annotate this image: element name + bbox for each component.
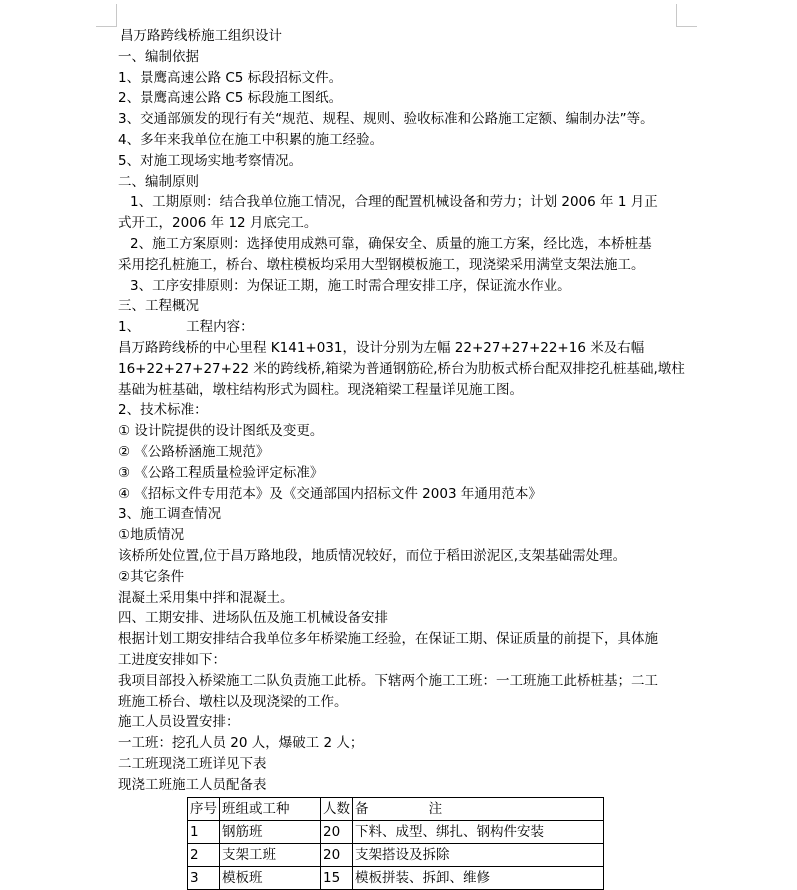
table-cell: 2 (188, 844, 220, 867)
table-row (188, 867, 604, 890)
list-item: ② 《公路桥涵施工规范》 (118, 443, 270, 460)
table-cell: 下料、成型、绑扎、钢构件安装 (353, 821, 604, 844)
paragraph: 2、景鹰高速公路 C5 标段施工图纸。 (118, 90, 343, 107)
paragraph: 5、对施工现场实地考察情况。 (118, 152, 303, 169)
paragraph: 16+22+27+27+22 米的跨线桥,箱梁为普通钢筋砼,桥台为肋板式桥台配双排挖孔桩基础,墩柱 (118, 360, 685, 377)
paragraph: 4、多年来我单位在施工中积累的施工经验。 (118, 131, 384, 148)
subsection-heading (118, 317, 678, 338)
section-heading: 一、编制依据 (118, 48, 199, 65)
subsection-title: 工程内容： (186, 319, 254, 336)
paragraph: 3、交通部颁发的现行有关“规范、规程、规则、验收标准和公路施工定额、编制办法”等。 (118, 111, 654, 128)
paragraph: 根据计划工期安排结合我单位多年桥梁施工经验，在保证工期、保证质量的前提下，具体施 (118, 631, 658, 648)
paragraph: 1、景鹰高速公路 C5 标段招标文件。 (118, 69, 343, 86)
paragraph: 式开工，2006 年 12 月底完工。 (118, 215, 318, 232)
paragraph: 昌万路跨线桥的中心里程 K141+031，设计分别为左幅 22+27+27+22+16 米及右幅 (118, 339, 645, 356)
paragraph: 混凝土采用集中拌和混凝土。 (118, 589, 294, 606)
list-item: ②其它条件 (118, 568, 185, 585)
table-caption: 现浇工班施工人员配备表 (118, 776, 267, 793)
subsection-heading: 3、施工调查情况 (118, 506, 222, 523)
subsection-number: 1、 (118, 319, 141, 336)
table-header-row (188, 798, 604, 821)
table-cell: 20 (321, 844, 353, 867)
paragraph: 2、施工方案原则：选择使用成熟可靠，确保安全、质量的施工方案，经比选，本桥桩基 (130, 235, 652, 252)
table-cell: 20 (321, 821, 353, 844)
section-heading: 四、工期安排、进场队伍及施工机械设备安排 (118, 610, 388, 627)
paragraph: 班施工桥台、墩柱以及现浇梁的工作。 (118, 693, 348, 710)
paragraph: 采用挖孔桩施工，桥台、墩柱模板均采用大型钢模板施工，现浇梁采用满堂支架法施工。 (118, 256, 645, 273)
paragraph: 基础为桩基础，墩柱结构形式为圆柱。现浇箱梁工程量详见施工图。 (118, 381, 523, 398)
table-cell: 支架搭设及拆除 (353, 844, 604, 867)
table-cell: 模板拼装、拆卸、维修 (353, 867, 604, 890)
document-body (118, 26, 685, 795)
staffing-table (187, 797, 604, 890)
table-cell: 1 (188, 821, 220, 844)
document-title: 昌万路跨线桥施工组织设计 (120, 28, 282, 44)
paragraph: 一工班：挖孔人员 20 人，爆破工 2 人； (118, 735, 364, 752)
section-heading: 二、编制原则 (118, 173, 199, 190)
table-header-cell: 人数 (321, 798, 353, 821)
table-header-cell: 备 注 (353, 798, 604, 821)
paragraph: 工进度安排如下： (118, 651, 226, 668)
paragraph: 施工人员设置安排： (118, 714, 240, 731)
table-header-cell: 序号 (188, 798, 220, 821)
paragraph: 1、工期原则：结合我单位施工情况，合理的配置机械设备和劳力；计划 2006 年 1 月正 (130, 194, 658, 211)
list-item: ① 设计院提供的设计图纸及变更。 (118, 423, 324, 440)
table-row (188, 821, 604, 844)
list-item: ③ 《公路工程质量检验评定标准》 (118, 464, 324, 481)
table-cell: 钢筋班 (220, 821, 321, 844)
table-row (188, 844, 604, 867)
subsection-heading: 2、技术标准： (118, 402, 208, 419)
paragraph: 二工班现浇工班详见下表 (118, 755, 267, 772)
list-item: ④ 《招标文件专用范本》及《交通部国内招标文件 2003 年通用范本》 (118, 485, 542, 502)
table-header-cell: 班组或工种 (220, 798, 321, 821)
table-cell: 15 (321, 867, 353, 890)
crop-mark-left (96, 4, 117, 27)
paragraph: 该桥所处位置,位于昌万路地段，地质情况较好，而位于稻田淤泥区,支架基础需处理。 (118, 547, 627, 564)
paragraph: 3、工序安排原则：为保证工期，施工时需合理安排工序，保证流水作业。 (130, 277, 571, 294)
crop-mark-right (676, 4, 697, 27)
paragraph: 我项目部投入桥梁施工二队负责施工此桥。下辖两个施工工班：一工班施工此桥桩基；二工 (118, 672, 658, 689)
table-cell: 3 (188, 867, 220, 890)
table-cell: 模板班 (220, 867, 321, 890)
section-heading: 三、工程概况 (118, 298, 199, 315)
list-item: ①地质情况 (118, 527, 185, 544)
table-cell: 支架工班 (220, 844, 321, 867)
